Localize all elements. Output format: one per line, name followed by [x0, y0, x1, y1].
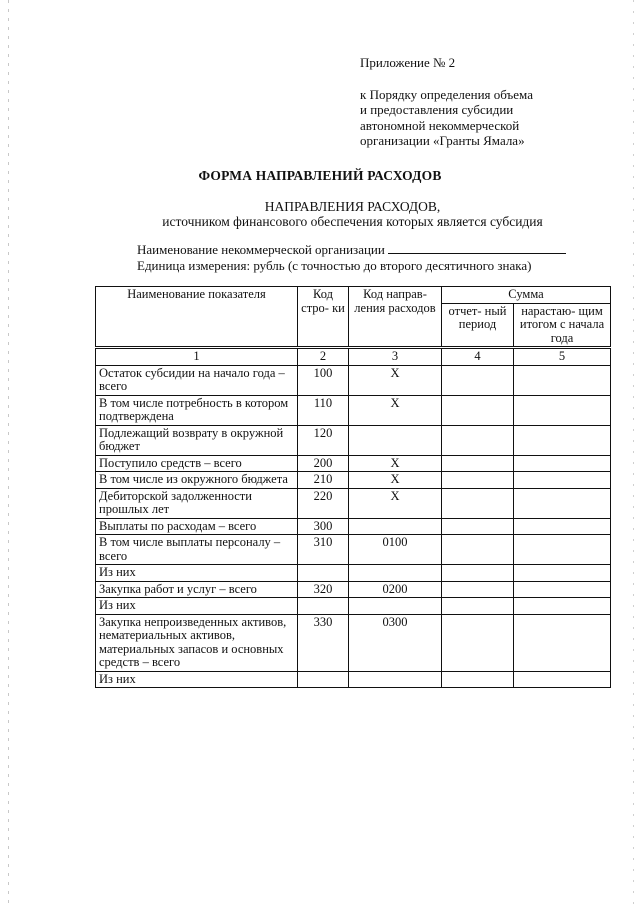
- column-number: 2: [298, 348, 349, 366]
- cell-direction-code: Х: [349, 365, 442, 395]
- form-title: ФОРМА НАПРАВЛЕНИЙ РАСХОДОВ: [198, 168, 442, 183]
- cell-indicator-name: Поступило средств – всего: [96, 455, 298, 472]
- cell-indicator-name: Дебиторской задолженности прошлых лет: [96, 488, 298, 518]
- org-name-row: [137, 242, 566, 258]
- appendix-number: Приложение № 2: [360, 55, 456, 70]
- column-number: 3: [349, 348, 442, 366]
- cell-line-code: 110: [298, 395, 349, 425]
- table-row: [96, 671, 611, 688]
- cell-direction-code: [349, 565, 442, 582]
- unit-label: Единица измерения: рубль (с точностью до второго десятичного знака): [137, 258, 532, 273]
- table-row: [96, 455, 611, 472]
- appendix-line: и предоставления субсидии: [360, 102, 514, 117]
- cell-period-amount: [442, 518, 514, 535]
- cell-period-amount: [442, 395, 514, 425]
- cell-period-amount: [442, 565, 514, 582]
- cell-cumulative-amount: [514, 455, 611, 472]
- cell-indicator-name: Выплаты по расходам – всего: [96, 518, 298, 535]
- cell-cumulative-amount: [514, 535, 611, 565]
- table-row: [96, 565, 611, 582]
- column-number: 1: [96, 348, 298, 366]
- header-direction-code: Код направ- ления расходов: [349, 287, 442, 348]
- cell-line-code: 100: [298, 365, 349, 395]
- cell-direction-code: 0300: [349, 614, 442, 671]
- cell-line-code: [298, 671, 349, 688]
- table-row: [96, 425, 611, 455]
- cell-period-amount: [442, 598, 514, 615]
- cell-line-code: [298, 565, 349, 582]
- cell-indicator-name: Закупка работ и услуг – всего: [96, 581, 298, 598]
- cell-line-code: [298, 598, 349, 615]
- cell-cumulative-amount: [514, 581, 611, 598]
- cell-line-code: 220: [298, 488, 349, 518]
- cell-period-amount: [442, 365, 514, 395]
- cell-period-amount: [442, 535, 514, 565]
- header-cumulative: нарастаю- щим итогом с начала года: [514, 303, 611, 348]
- cell-period-amount: [442, 425, 514, 455]
- appendix-line: автономной некоммерческой: [360, 117, 520, 133]
- table-row: [96, 365, 611, 395]
- table-row: [96, 581, 611, 598]
- cell-direction-code: 0200: [349, 581, 442, 598]
- cell-cumulative-amount: [514, 472, 611, 489]
- cell-cumulative-amount: [514, 488, 611, 518]
- cell-indicator-name: Остаток субсидии на начало года – всего: [96, 365, 298, 395]
- cell-indicator-name: В том числе потребность в котором подтверждена: [96, 395, 298, 425]
- cell-indicator-name: Из них: [96, 598, 298, 615]
- cell-line-code: 310: [298, 535, 349, 565]
- org-name-label: Наименование некоммерческой организации: [137, 242, 385, 257]
- cell-direction-code: Х: [349, 488, 442, 518]
- cell-cumulative-amount: [514, 614, 611, 671]
- table-row: [96, 614, 611, 671]
- table-row: [96, 598, 611, 615]
- table-row: [96, 488, 611, 518]
- cell-indicator-name: Из них: [96, 671, 298, 688]
- header-period: отчет- ный период: [442, 303, 514, 348]
- cell-direction-code: Х: [349, 472, 442, 489]
- scan-edge-right: [633, 0, 634, 905]
- cell-cumulative-amount: [514, 518, 611, 535]
- cell-indicator-name: В том числе из окружного бюджета: [96, 472, 298, 489]
- cell-indicator-name: В том числе выплаты персоналу – всего: [96, 535, 298, 565]
- cell-line-code: 120: [298, 425, 349, 455]
- cell-cumulative-amount: [514, 365, 611, 395]
- cell-indicator-name: Подлежащий возврату в окружной бюджет: [96, 425, 298, 455]
- header-code: Код стро- ки: [298, 287, 349, 348]
- cell-direction-code: [349, 425, 442, 455]
- cell-line-code: 320: [298, 581, 349, 598]
- cell-indicator-name: Из них: [96, 565, 298, 582]
- subtitle: [0, 199, 640, 229]
- column-numbers-row: [96, 348, 611, 366]
- subtitle-line-1: НАПРАВЛЕНИЯ РАСХОДОВ,: [264, 199, 441, 214]
- cell-cumulative-amount: [514, 598, 611, 615]
- cell-indicator-name: Закупка непроизведенных активов, нематериальных активов, материальных запасов и основных средств – всего: [96, 614, 298, 671]
- header-sum: Сумма: [442, 287, 611, 304]
- column-number: 5: [514, 348, 611, 366]
- header-name: Наименование показателя: [96, 287, 298, 348]
- org-name-blank-line: [388, 242, 566, 254]
- table-row: [96, 518, 611, 535]
- cell-period-amount: [442, 472, 514, 489]
- column-number: 4: [442, 348, 514, 366]
- cell-direction-code: 0100: [349, 535, 442, 565]
- cell-cumulative-amount: [514, 425, 611, 455]
- cell-direction-code: Х: [349, 455, 442, 472]
- form-meta: [137, 242, 566, 274]
- appendix-line: организации «Гранты Ямала»: [360, 133, 525, 148]
- table-row: [96, 395, 611, 425]
- cell-line-code: 300: [298, 518, 349, 535]
- cell-cumulative-amount: [514, 565, 611, 582]
- expenses-table: [95, 286, 611, 688]
- cell-period-amount: [442, 488, 514, 518]
- scan-edge-left: [8, 0, 9, 905]
- appendix-line: к Порядку определения объема: [360, 86, 533, 102]
- cell-period-amount: [442, 614, 514, 671]
- cell-cumulative-amount: [514, 395, 611, 425]
- cell-direction-code: Х: [349, 395, 442, 425]
- appendix-block: [360, 55, 620, 149]
- cell-direction-code: [349, 598, 442, 615]
- cell-direction-code: [349, 518, 442, 535]
- cell-period-amount: [442, 671, 514, 688]
- subtitle-line-2: источником финансового обеспечения которых является субсидия: [162, 214, 543, 229]
- cell-period-amount: [442, 455, 514, 472]
- cell-direction-code: [349, 671, 442, 688]
- table-row: [96, 472, 611, 489]
- cell-period-amount: [442, 581, 514, 598]
- cell-line-code: 330: [298, 614, 349, 671]
- table-row: [96, 535, 611, 565]
- cell-line-code: 200: [298, 455, 349, 472]
- cell-line-code: 210: [298, 472, 349, 489]
- cell-cumulative-amount: [514, 671, 611, 688]
